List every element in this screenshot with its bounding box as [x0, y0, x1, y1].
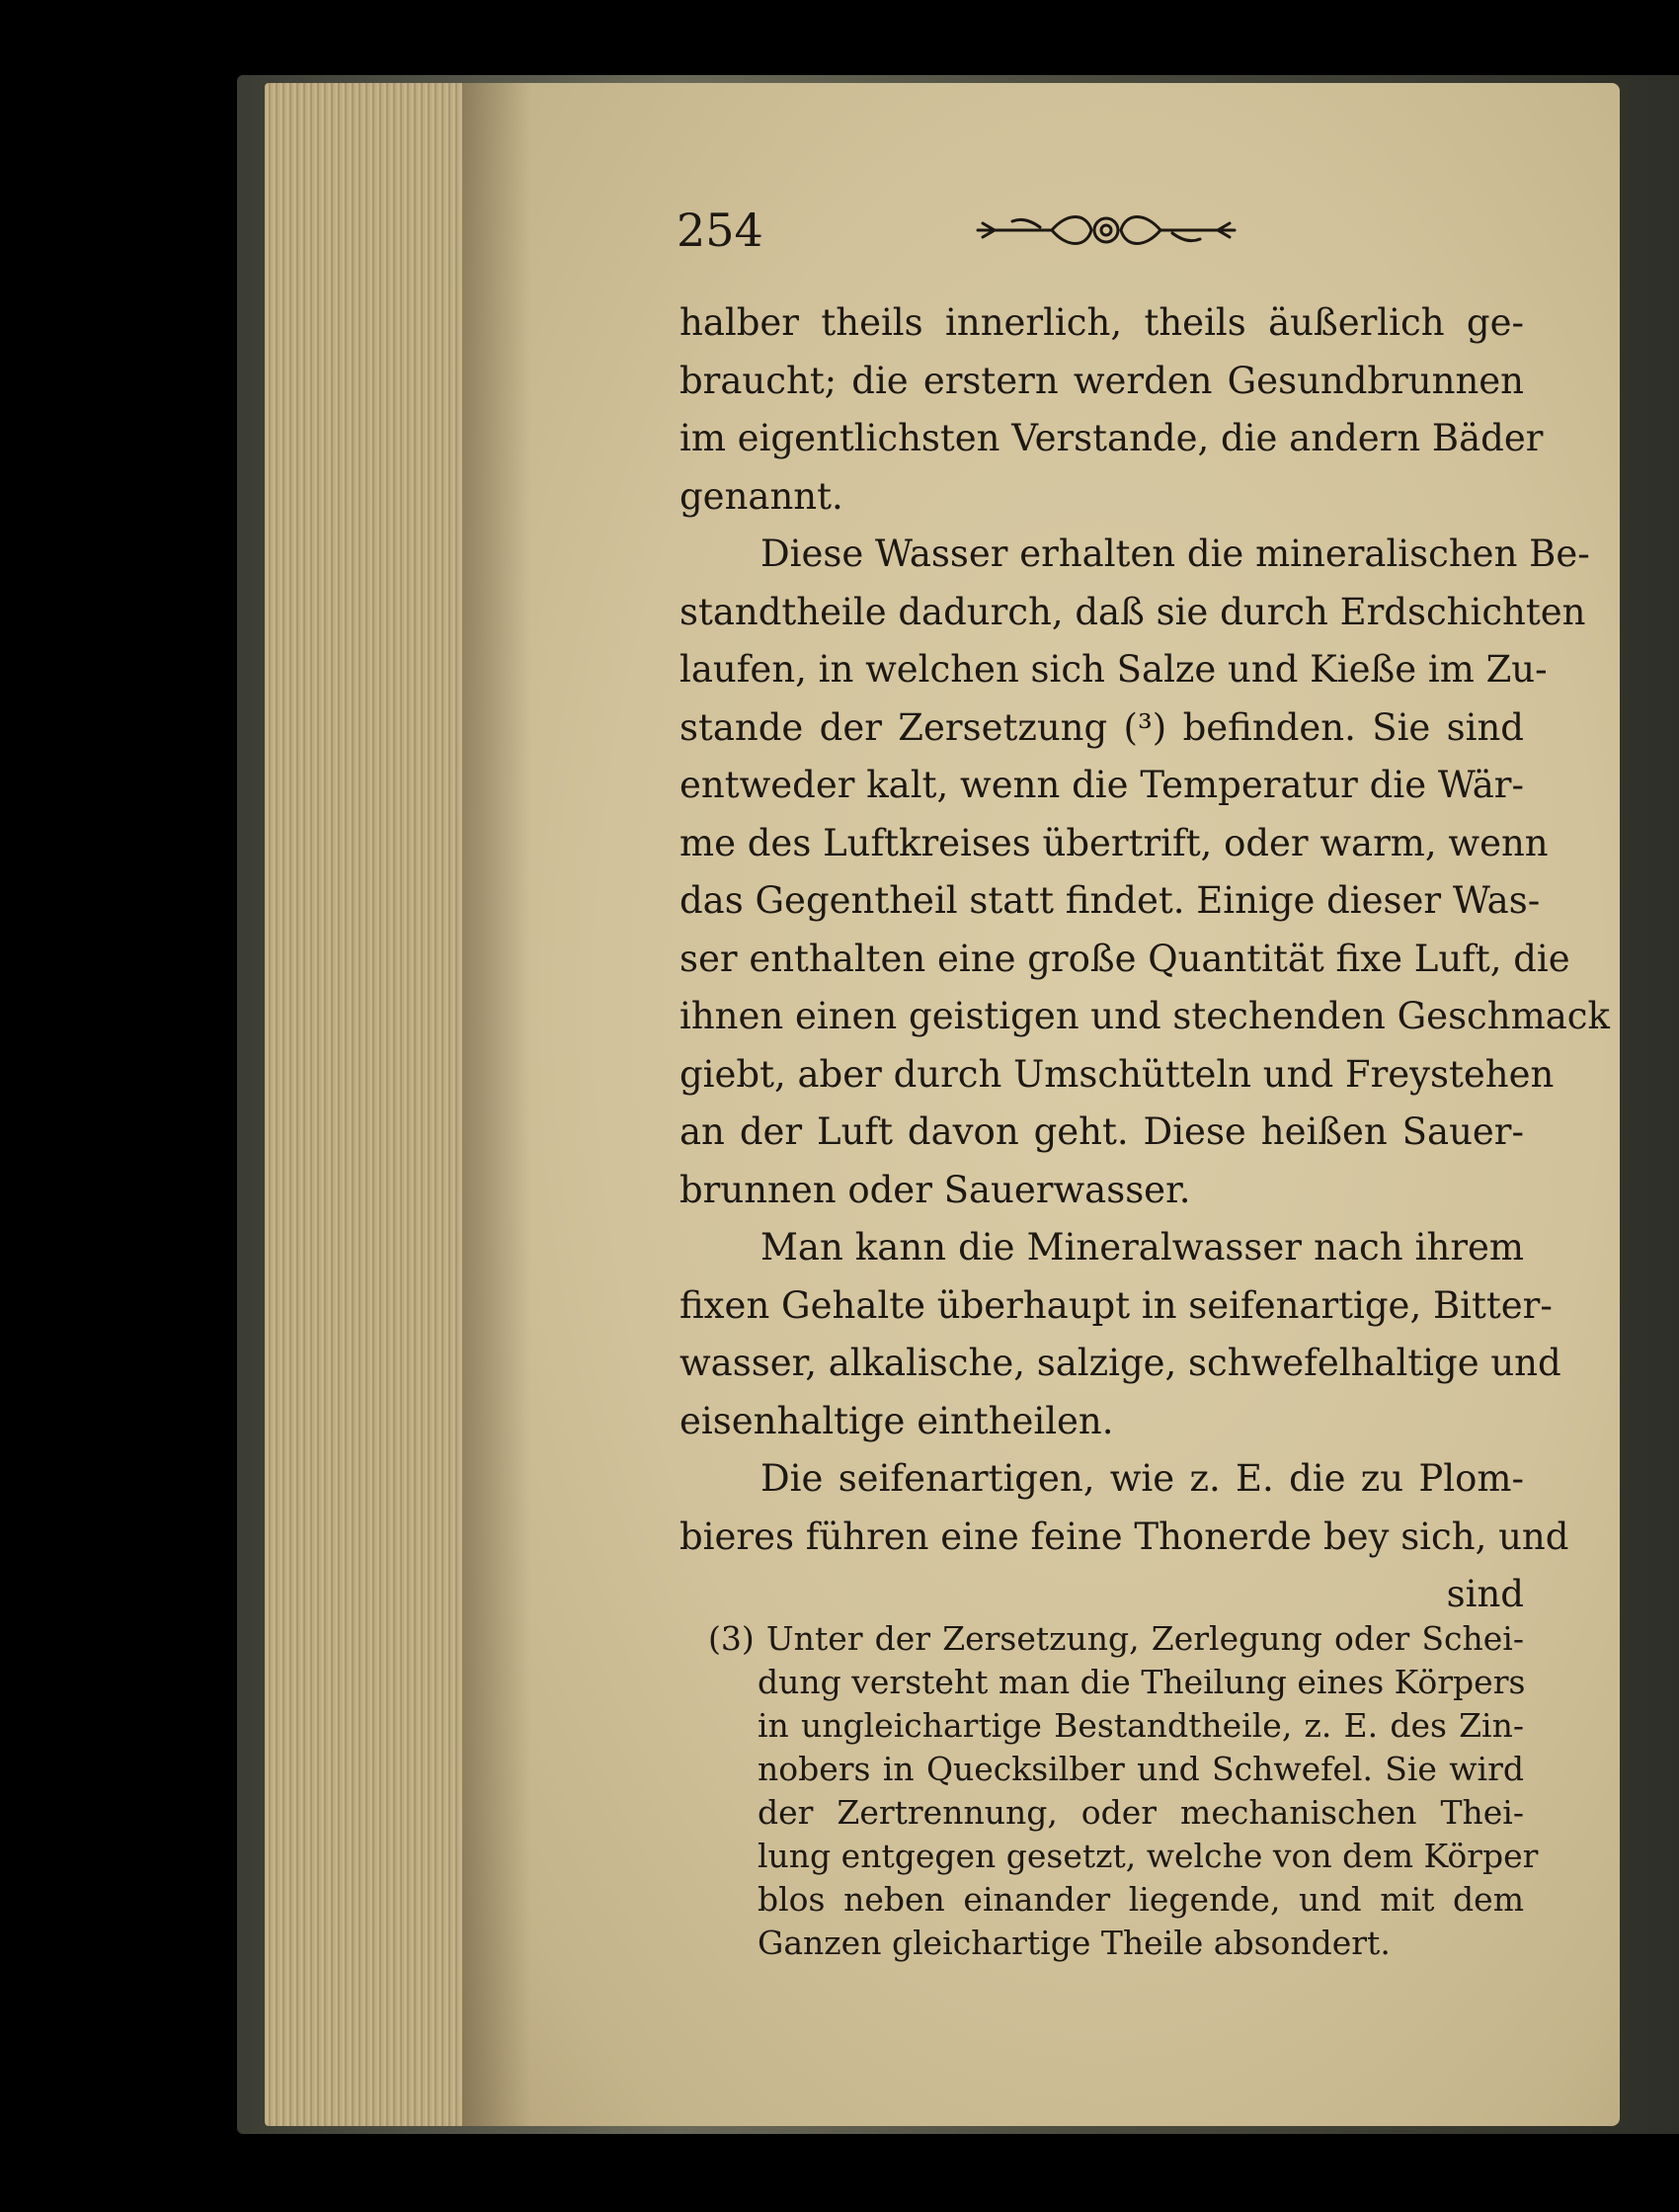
catchword: sind [1446, 1573, 1524, 1615]
body-line: wasser, alkalische, salzige, schwefelhaltige und [680, 1342, 1561, 1384]
body-line: ser enthalten eine große Quantität fixe Luft, die [680, 937, 1570, 980]
body-line: an der Luft davon geht. Diese heißen Sauer- [680, 1110, 1524, 1153]
page-edges [265, 83, 482, 2126]
body-line: laufen, in welchen sich Salze und Kieße im Zu- [680, 648, 1548, 691]
footnote-line: blos neben einander liegende, und mit dem [758, 1880, 1524, 1919]
footnote-line: dung versteht man die Theilung eines Körpers [758, 1663, 1526, 1701]
footnote-line: nobers in Quecksilber und Schwefel. Sie wird [758, 1750, 1524, 1788]
body-line: standtheile dadurch, daß sie durch Erdschichten [680, 590, 1586, 633]
paragraph-start-line: Diese Wasser erhalten die mineralischen Be- [760, 533, 1590, 575]
footnote-line: lung entgegen gesetzt, welche von dem Körper [758, 1837, 1539, 1875]
body-line: me des Luftkreises übertrift, oder warm, wenn [680, 821, 1549, 864]
body-line: bieres führen eine feine Thonerde bey sich, und [680, 1515, 1569, 1558]
footnote-line: (3) Unter der Zersetzung, Zerlegung oder Schei- [708, 1619, 1524, 1658]
body-text [680, 294, 1610, 1624]
body-line: giebt, aber durch Umschütteln und Freystehen [680, 1052, 1555, 1096]
body-line: im eigentlichsten Verstande, die andern Bäder [680, 417, 1544, 459]
footnote [708, 1617, 1539, 1965]
page-gutter-shadow [462, 83, 531, 2126]
body-line: genannt. [680, 474, 843, 518]
body-line: stande der Zersetzung (³) befinden. Sie sind [680, 705, 1524, 749]
body-line: brunnen oder Sauerwasser. [680, 1168, 1191, 1211]
paragraph-start-line: Die seifenartigen, wie z. E. die zu Plom- [760, 1457, 1524, 1500]
body-line: ihnen einen geistigen und stechenden Geschmack [680, 995, 1610, 1037]
footnote-line: in ungleichartige Bestandtheile, z. E. des Zin- [758, 1706, 1524, 1745]
footnote-line: Ganzen gleichartige Theile absondert. [758, 1924, 1391, 1962]
page-number: 254 [677, 204, 763, 257]
body-line: halber theils innerlich, theils äußerlich ge- [680, 301, 1524, 344]
body-line: fixen Gehalte überhaupt in seifenartige, Bitter- [680, 1283, 1553, 1327]
paragraph-start-line: Man kann die Mineralwasser nach ihrem [760, 1226, 1524, 1269]
body-line: das Gegentheil statt findet. Einige dieser Was- [680, 879, 1541, 922]
body-line: eisenhaltige eintheilen. [680, 1399, 1114, 1442]
body-line: entweder kalt, wenn die Temperatur die Wär- [680, 764, 1524, 806]
body-line: braucht; die erstern werden Gesundbrunnen [680, 359, 1524, 402]
header-ornament-icon [973, 207, 1239, 253]
footnote-line: der Zertrennung, oder mechanischen Thei- [758, 1793, 1524, 1832]
